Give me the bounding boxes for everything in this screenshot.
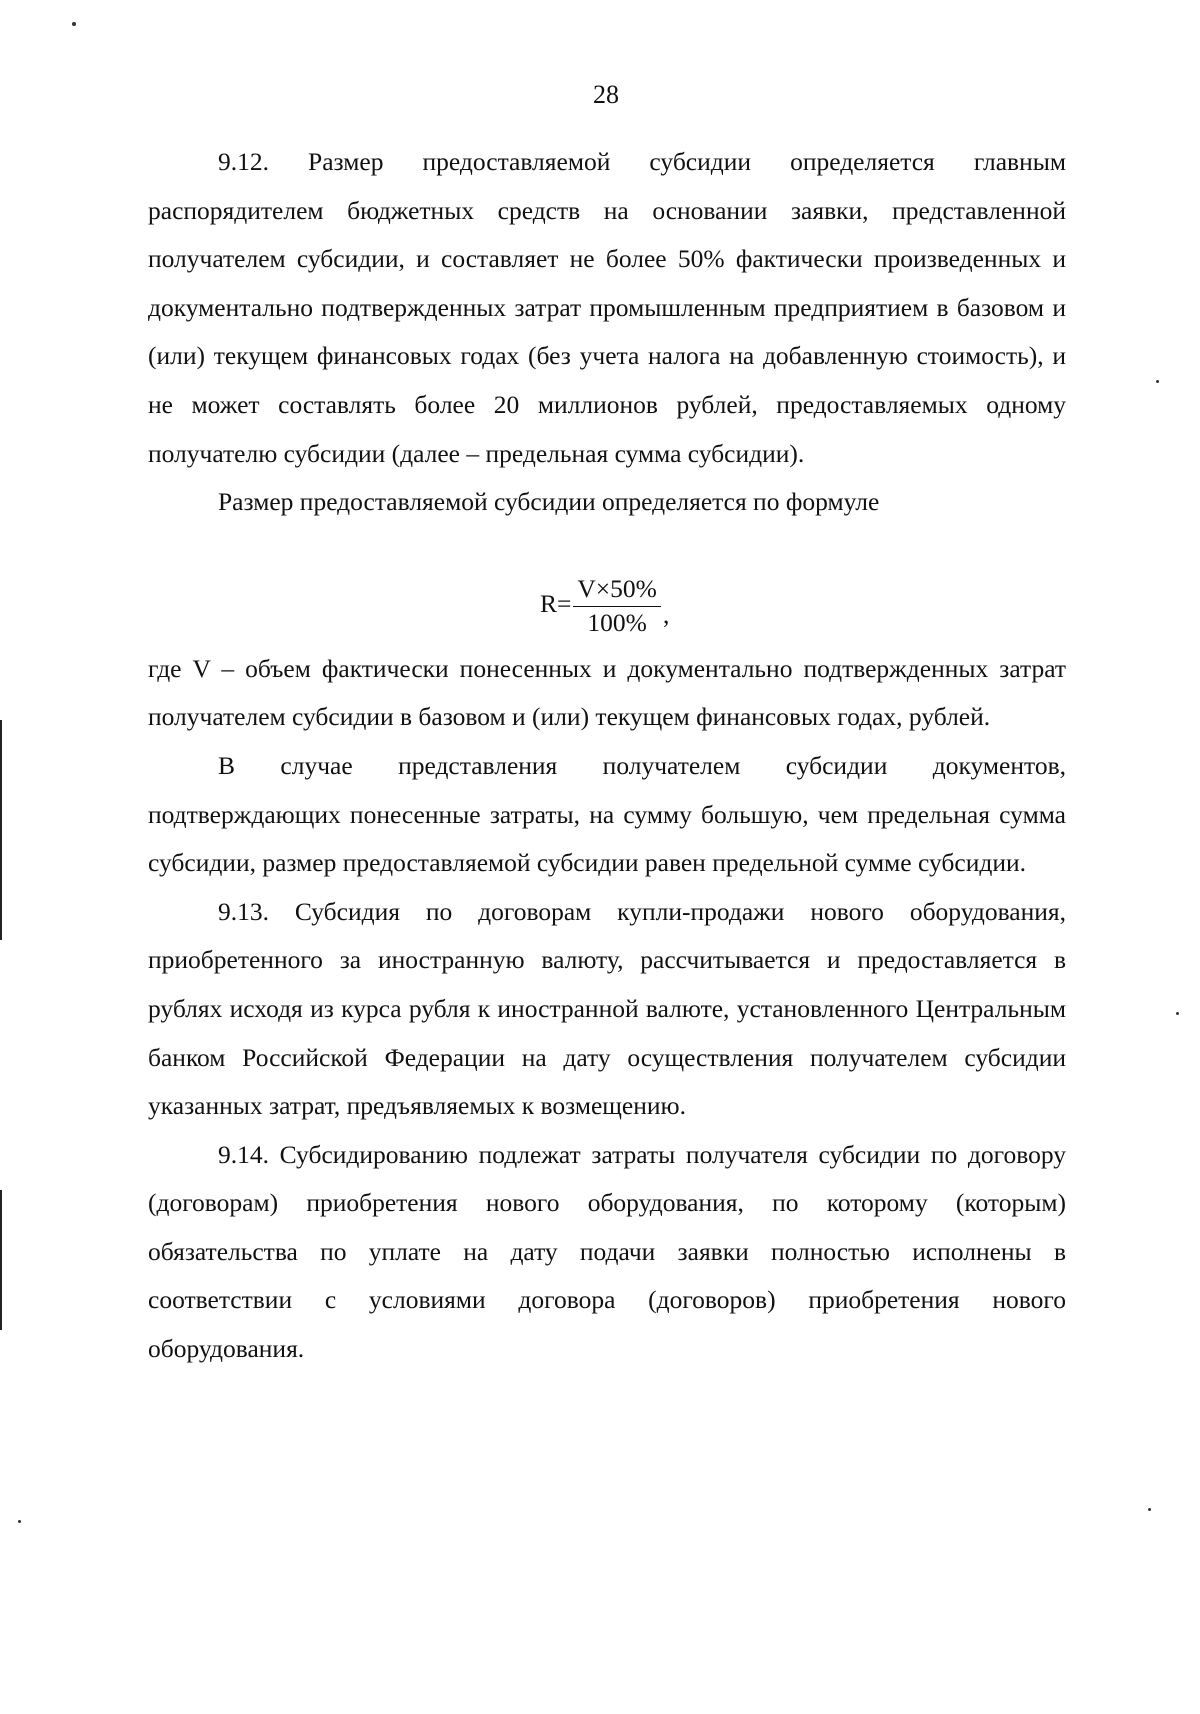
scan-speck	[72, 22, 76, 26]
formula-numerator: V×50%	[573, 574, 661, 607]
formula-fraction	[573, 574, 661, 639]
formula-denominator: 100%	[587, 607, 647, 637]
formula-comma: ,	[662, 599, 670, 629]
scan-edge-mark	[0, 1190, 2, 1330]
paragraph-9-13: 9.13. Субсидия по договорам купли-продажи нового оборудования, приобретенного за иностранную валюту, рассчитывается и предоставляется в рублях исходя из курса рубля к иностранной валюте, установленного Центральным банком Российской Федерации на дату осуществления получателем субсидии указанных затрат, предъявляемых к возмещению.	[148, 896, 1066, 1121]
paragraph-9-14: 9.14. Субсидированию подлежат затраты получателя субсидии по договору (договорам) приобретения нового оборудования, по которому (которым) обязательства по уплате на дату подачи заявки полностью исполнены в соответствии с условиями договора (договоров) приобретения нового оборудования.	[148, 1139, 1066, 1364]
formula-lhs: R=	[540, 588, 572, 618]
document-body	[148, 138, 1066, 1374]
scan-speck	[18, 1520, 21, 1523]
formula-explanation: где V – объем фактически понесенных и документально подтвержденных затрат получателем субсидии в базовом и (или) текущем финансовых годах, рублей.	[148, 653, 1066, 732]
formula-intro: Размер предоставляемой субсидии определяется по формуле	[218, 487, 880, 517]
page-number: 28	[593, 80, 619, 109]
scan-edge-mark	[0, 720, 2, 940]
scan-speck	[1156, 380, 1159, 383]
scan-speck	[1148, 1508, 1151, 1511]
scan-speck	[1176, 1012, 1179, 1015]
paragraph-9-12: 9.12. Размер предоставляемой субсидии определяется главным распорядителем бюджетных средств на основании заявки, представленной получателем субсидии, и составляет не более 50% фактически произведенных и документально подтвержденных затрат промышленным предприятием в базовом и (или) текущем финансовых годах (без учета налога на добавленную стоимость), и не может составлять более 20 миллионов рублей, предоставляемых одному получателю субсидии (далее – предельная сумма субсидии).	[148, 147, 1066, 468]
paragraph-limit: В случае представления получателем субсидии документов, подтверждающих понесенные затраты, на сумму большую, чем предельная сумма субсидии, размер предоставляемой субсидии равен предельной сумме субсидии.	[148, 750, 1066, 878]
formula	[148, 527, 1066, 645]
